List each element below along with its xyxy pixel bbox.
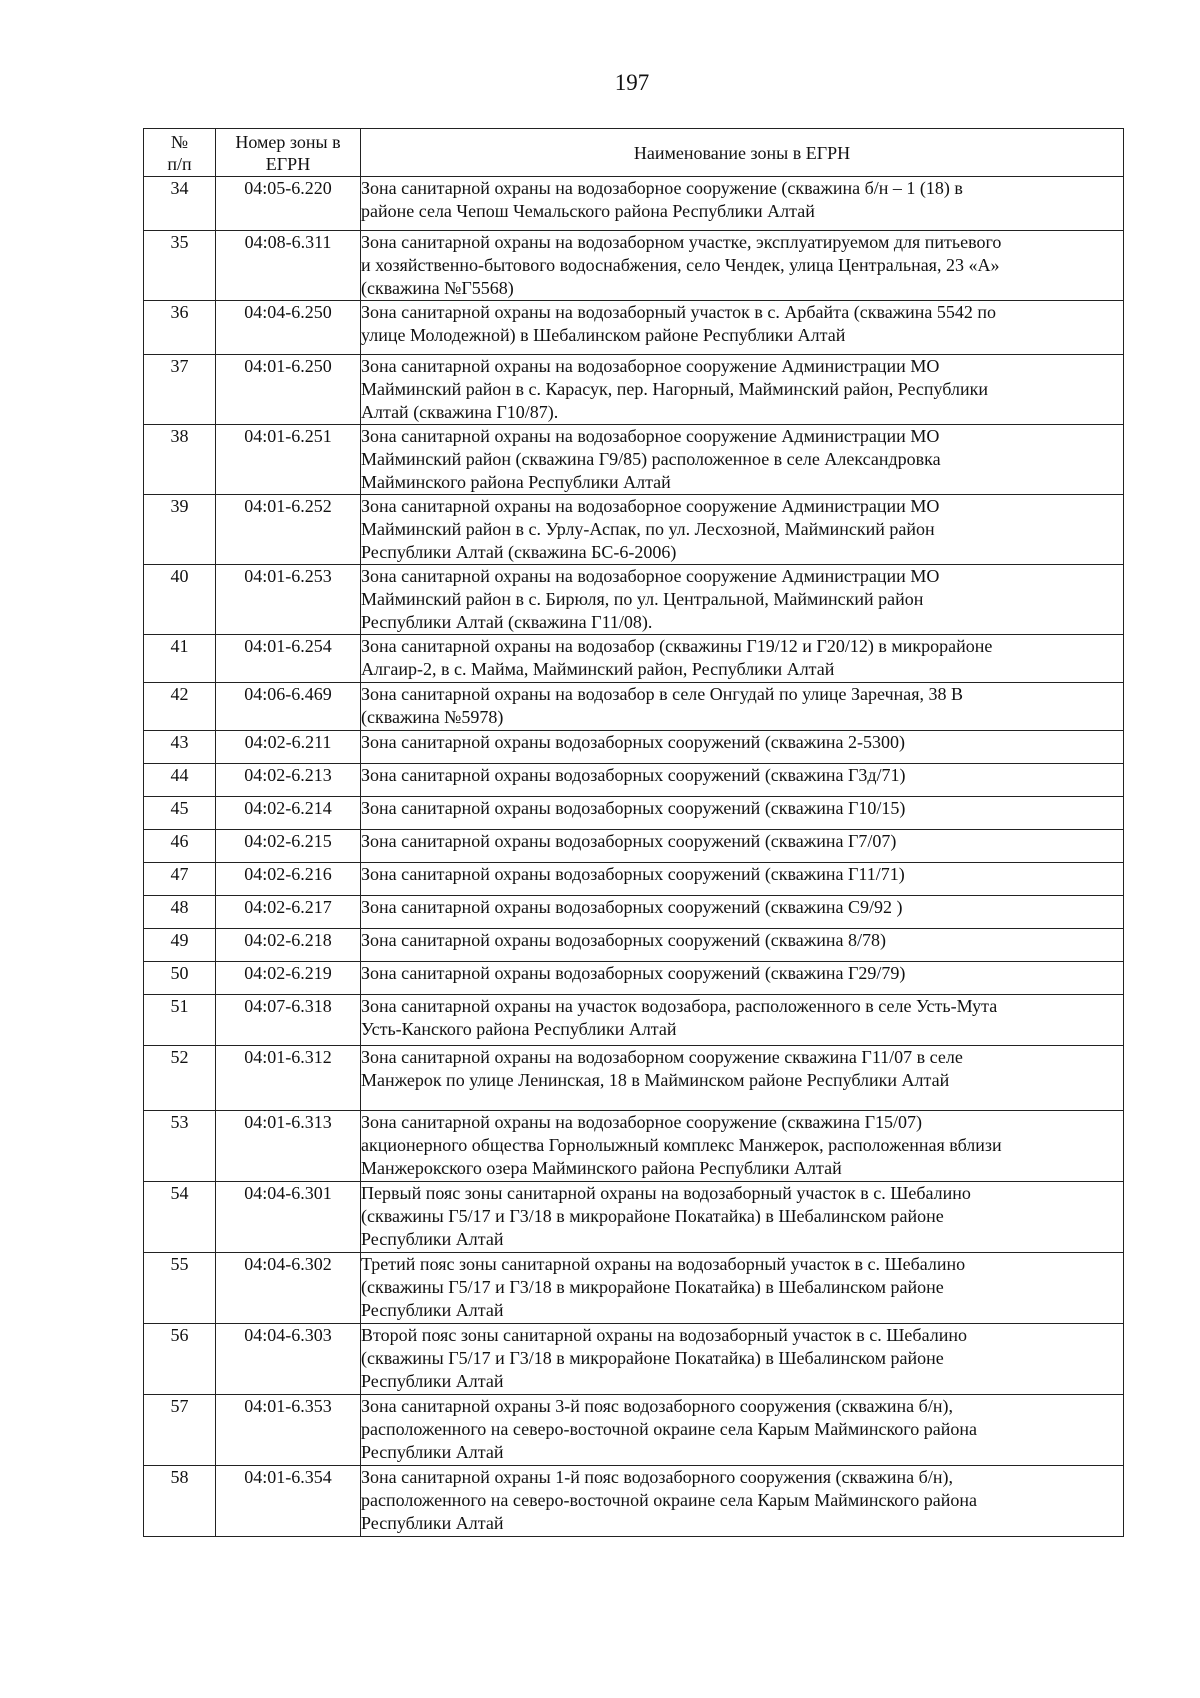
zone-name-line: Республики Алтай [361,1442,504,1462]
zone-name [361,1253,1124,1324]
zone-name-line: Майминского района Республики Алтай [361,472,671,492]
zone-code: 04:05-6.220 [216,177,361,231]
table-row [144,1466,1124,1537]
zone-name-line: (скважина №Г5568) [361,278,514,298]
zone-name [361,425,1124,495]
zone-name-line: Зона санитарной охраны на водозаборное сооружение Администрации МО [361,496,940,516]
row-number: 40 [144,565,216,635]
zone-name [361,231,1124,301]
header-code [216,129,361,177]
zone-name-line: Республики Алтай [361,1513,504,1533]
zone-name [361,495,1124,565]
zones-table [143,128,1124,1537]
zone-name-line: Майминский район в с. Бирюля, по ул. Центральной, Майминский район [361,589,924,609]
zone-name-line: Зона санитарной охраны на водозаборное сооружение Администрации МО [361,356,940,376]
zone-code: 04:02-6.216 [216,863,361,896]
zone-name [361,797,1124,830]
table-row [144,1395,1124,1466]
zone-name-line: Зона санитарной охраны на водозаборное сооружение Администрации МО [361,566,940,586]
header-num [144,129,216,177]
zone-code: 04:01-6.254 [216,635,361,683]
table-row [144,1111,1124,1182]
table-row [144,425,1124,495]
table-row [144,355,1124,425]
zone-name [361,896,1124,929]
row-number: 37 [144,355,216,425]
row-number: 41 [144,635,216,683]
zone-name [361,1046,1124,1111]
zone-name-line: Зона санитарной охраны водозаборных сооружений (скважина Г29/79) [361,963,906,983]
row-number: 43 [144,731,216,764]
row-number: 47 [144,863,216,896]
zone-name-line: Зона санитарной охраны на водозаборное сооружение Администрации МО [361,426,940,446]
zone-name-line: Республики Алтай (скважина Г11/08). [361,612,653,632]
zone-name-line: Зона санитарной охраны водозаборных сооружений (скважина 8/78) [361,930,886,950]
zone-name-line: Зона санитарной охраны на водозаборное сооружение (скважина Г15/07) [361,1112,922,1132]
zone-name-line: улице Молодежной) в Шебалинском районе Республики Алтай [361,325,846,345]
zone-code: 04:04-6.250 [216,301,361,355]
page-number: 197 [614,70,650,95]
table-row [144,231,1124,301]
zone-name [361,863,1124,896]
zone-name-line: Зона санитарной охраны 3-й пояс водозаборного сооружения (скважина б/н), [361,1396,953,1416]
table-header-row [144,129,1124,177]
table-row [144,1253,1124,1324]
zone-name-line: Зона санитарной охраны водозаборных сооружений (скважина Г10/15) [361,798,906,818]
header-name: Наименование зоны в ЕГРН [361,129,1124,177]
zone-name-line: Майминский район в с. Урлу-Аспак, по ул. Лесхозной, Майминский район [361,519,935,539]
zone-code: 04:02-6.214 [216,797,361,830]
table-row [144,830,1124,863]
row-number: 44 [144,764,216,797]
zone-code: 04:02-6.213 [216,764,361,797]
zone-name [361,929,1124,962]
zone-code: 04:06-6.469 [216,683,361,731]
zone-name [361,355,1124,425]
zone-name [361,962,1124,995]
row-number: 53 [144,1111,216,1182]
zone-name-line: Республики Алтай [361,1371,504,1391]
row-number: 51 [144,995,216,1046]
zone-name [361,1324,1124,1395]
zone-name-line: Зона санитарной охраны водозаборных сооружений (скважина С9/92 ) [361,897,903,917]
zone-name [361,995,1124,1046]
zone-name-line: Республики Алтай (скважина БС-6-2006) [361,542,677,562]
zone-name [361,731,1124,764]
zone-name [361,830,1124,863]
zone-name-line: Первый пояс зоны санитарной охраны на водозаборный участок в с. Шебалино [361,1183,971,1203]
zone-name-line: Манжерокского озера Майминского района Республики Алтай [361,1158,842,1178]
zone-name-line: (скважины Г5/17 и Г3/18 в микрорайоне Покатайка) в Шебалинском районе [361,1277,944,1297]
zone-name-line: (скважины Г5/17 и Г3/18 в микрорайоне Покатайка) в Шебалинском районе [361,1348,944,1368]
zone-name-line: Республики Алтай [361,1300,504,1320]
zone-name [361,1182,1124,1253]
zone-name-line: Майминский район (скважина Г9/85) расположенное в селе Александровка [361,449,941,469]
header-code-line2: ЕГРН [265,153,311,174]
table-row [144,301,1124,355]
table-row [144,731,1124,764]
zone-name [361,635,1124,683]
zone-code: 04:02-6.218 [216,929,361,962]
zone-name-line: Республики Алтай [361,1229,504,1249]
zone-name [361,565,1124,635]
zone-code: 04:04-6.303 [216,1324,361,1395]
zone-code: 04:01-6.250 [216,355,361,425]
table-row [144,896,1124,929]
row-number: 52 [144,1046,216,1111]
zone-name-line: Алгаир-2, в с. Майма, Майминский район, Республики Алтай [361,659,835,679]
zone-name [361,301,1124,355]
zone-name [361,764,1124,797]
zone-name-line: Усть-Канского района Республики Алтай [361,1019,677,1039]
table-row [144,635,1124,683]
zone-name-line: районе села Чепош Чемальского района Республики Алтай [361,201,815,221]
zone-name-line: Второй пояс зоны санитарной охраны на водозаборный участок в с. Шебалино [361,1325,967,1345]
zone-code: 04:04-6.301 [216,1182,361,1253]
zone-name [361,1111,1124,1182]
table-row [144,177,1124,231]
row-number: 49 [144,929,216,962]
table-row [144,565,1124,635]
table-row [144,1046,1124,1111]
zone-code: 04:02-6.211 [216,731,361,764]
zone-code: 04:01-6.353 [216,1395,361,1466]
row-number: 54 [144,1182,216,1253]
zone-name-line: Зона санитарной охраны водозаборных сооружений (скважина Г3д/71) [361,765,906,785]
zone-name-line: Алтай (скважина Г10/87). [361,402,559,422]
table-row [144,797,1124,830]
zone-name-line: Манжерок по улице Ленинская, 18 в Майминском районе Республики Алтай [361,1070,950,1090]
table-row [144,863,1124,896]
zone-name-line: Зона санитарной охраны на водозаборное сооружение (скважина б/н – 1 (18) в [361,178,963,198]
zone-code: 04:02-6.215 [216,830,361,863]
table-row [144,495,1124,565]
row-number: 42 [144,683,216,731]
zone-name-line: Зона санитарной охраны на водозаборном участке, эксплуатируемом для питьевого [361,232,1002,252]
row-number: 45 [144,797,216,830]
zone-code: 04:08-6.311 [216,231,361,301]
zone-name-line: Зона санитарной охраны на водозаборный участок в с. Арбайта (скважина 5542 по [361,302,997,322]
zone-name-line: Третий пояс зоны санитарной охраны на водозаборный участок в с. Шебалино [361,1254,966,1274]
zone-name-line: Зона санитарной охраны водозаборных сооружений (скважина Г7/07) [361,831,897,851]
zone-name-line: и хозяйственно-бытового водоснабжения, село Чендек, улица Центральная, 23 «А» [361,255,1000,275]
zone-name-line: Зона санитарной охраны на водозаборном сооружение скважина Г11/07 в селе [361,1047,963,1067]
row-number: 38 [144,425,216,495]
zone-name-line: расположенного на северо-восточной окраине села Карым Майминского района [361,1490,977,1510]
zone-name-line: Майминский район в с. Карасук, пер. Нагорный, Майминский район, Республики [361,379,989,399]
table-row [144,1324,1124,1395]
row-number: 36 [144,301,216,355]
zone-code: 04:01-6.312 [216,1046,361,1111]
zone-name-line: (скважины Г5/17 и Г3/18 в микрорайоне Покатайка) в Шебалинском районе [361,1206,944,1226]
zone-code: 04:07-6.318 [216,995,361,1046]
zone-name [361,177,1124,231]
row-number: 56 [144,1324,216,1395]
zone-code: 04:01-6.251 [216,425,361,495]
zone-name-line: Зона санитарной охраны на участок водозабора, расположенного в селе Усть-Мута [361,996,998,1016]
zone-name-line: Зона санитарной охраны на водозабор в селе Онгудай по улице Заречная, 38 В [361,684,964,704]
zone-code: 04:04-6.302 [216,1253,361,1324]
zone-name-line: Зона санитарной охраны на водозабор (скважины Г19/12 и Г20/12) в микрорайоне [361,636,993,656]
row-number: 55 [144,1253,216,1324]
zone-code: 04:01-6.354 [216,1466,361,1537]
header-num-line1: № [170,131,189,152]
zone-code: 04:02-6.219 [216,962,361,995]
row-number: 48 [144,896,216,929]
zone-name-line: акционерного общества Горнолыжный комплекс Манжерок, расположенная вблизи [361,1135,1002,1155]
zone-code: 04:01-6.313 [216,1111,361,1182]
row-number: 35 [144,231,216,301]
table-row [144,962,1124,995]
row-number: 39 [144,495,216,565]
zone-code: 04:02-6.217 [216,896,361,929]
table-row [144,929,1124,962]
zone-name-line: Зона санитарной охраны 1-й пояс водозаборного сооружения (скважина б/н), [361,1467,953,1487]
table-row [144,1182,1124,1253]
zone-name-line: (скважина №5978) [361,707,504,727]
row-number: 50 [144,962,216,995]
zone-name-line: расположенного на северо-восточной окраине села Карым Майминского района [361,1419,977,1439]
row-number: 57 [144,1395,216,1466]
zone-name [361,1466,1124,1537]
row-number: 58 [144,1466,216,1537]
zone-name-line: Зона санитарной охраны водозаборных сооружений (скважина Г11/71) [361,864,905,884]
header-num-line2: п/п [167,153,192,174]
zone-name [361,683,1124,731]
table-row [144,764,1124,797]
table-row [144,683,1124,731]
row-number: 34 [144,177,216,231]
zone-code: 04:01-6.253 [216,565,361,635]
header-code-line1: Номер зоны в [235,131,341,152]
table-row [144,995,1124,1046]
zone-name [361,1395,1124,1466]
zone-name-line: Зона санитарной охраны водозаборных сооружений (скважина 2-5300) [361,732,905,752]
row-number: 46 [144,830,216,863]
zone-code: 04:01-6.252 [216,495,361,565]
